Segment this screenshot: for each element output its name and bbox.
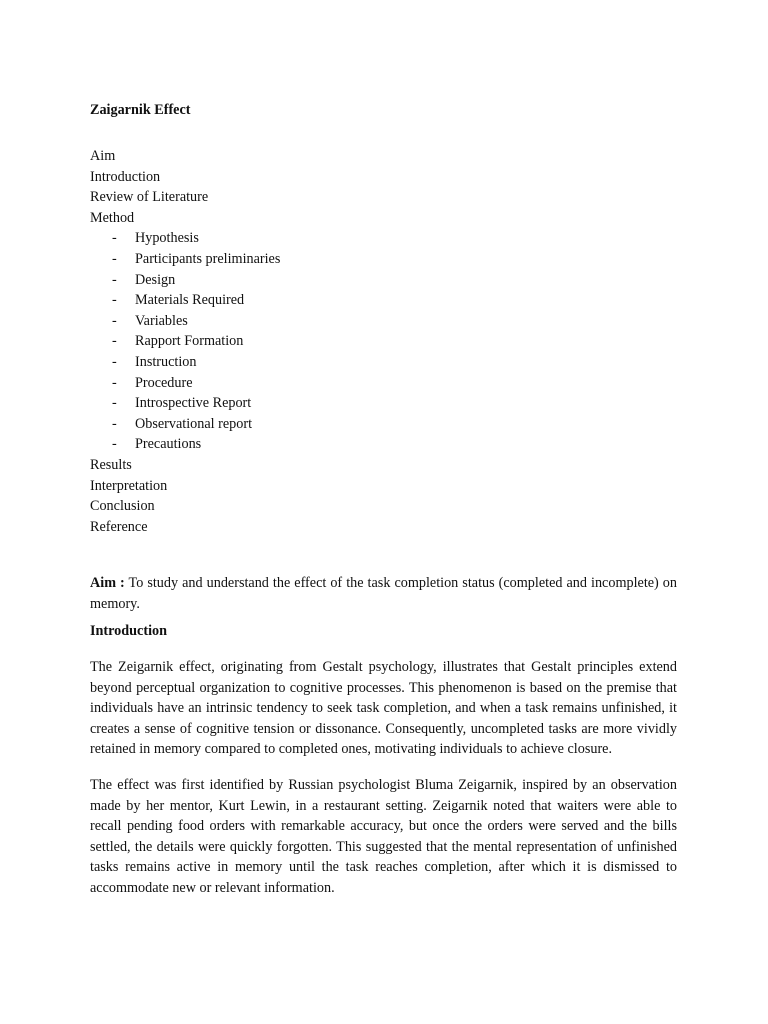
- toc-item-interpretation: Interpretation: [90, 477, 168, 494]
- toc-subitem-label: Materials Required: [135, 292, 245, 309]
- toc-subitem-label: Procedure: [135, 374, 193, 391]
- toc-subitem-label: Hypothesis: [135, 230, 199, 247]
- toc-subitem-materials-required: [90, 290, 677, 311]
- list-dash: -: [112, 374, 117, 391]
- introduction-paragraph-2: The effect was first identified by Russian psychologist Bluma Zeigarnik, inspired by an observation made by her mentor, Kurt Lewin, in a restaurant setting. Zeigarnik noted that waiters were able to recall pending food orders with remarkable accuracy, but once the orders were served and the bills settled, the details were quickly forgotten. This suggested that the mental representation of unfinished tasks remains active in memory until the task reaches completion, after which it is dismissed to accommodate new or relevant information.: [90, 777, 677, 896]
- toc-item-method: Method: [90, 209, 135, 226]
- document-content: [90, 99, 677, 899]
- toc-subitem-label: Rapport Formation: [135, 333, 244, 350]
- list-dash: -: [112, 353, 117, 370]
- list-dash: -: [112, 250, 117, 267]
- aim-label: Aim :: [90, 575, 125, 592]
- toc-subitem-participants-preliminaries: [90, 249, 677, 270]
- toc-subitem-label: Variables: [135, 312, 188, 329]
- aim-text: To study and understand the effect of the task completion status (completed and incomplete) on memory.: [90, 575, 677, 612]
- introduction-paragraph-1: The Zeigarnik effect, originating from Gestalt psychology, illustrates that Gestalt principles extend beyond perceptual organization to cognitive processes. This phenomenon is based on the premise that individuals have an intrinsic tendency to seek task completion, and when a task remains unfinished, it creates a sense of cognitive tension or dissonance. Consequently, uncompleted tasks are more vividly retained in memory compared to completed ones, motivating individuals to achieve closure.: [90, 659, 677, 758]
- introduction-heading: Introduction: [90, 623, 167, 640]
- toc-subitem-label: Design: [135, 271, 176, 288]
- list-dash: -: [112, 230, 117, 247]
- aim-paragraph: [90, 573, 677, 614]
- toc-subitem-label: Introspective Report: [135, 395, 252, 412]
- toc-subitem-label: Precautions: [135, 436, 202, 453]
- list-dash: -: [112, 333, 117, 350]
- toc-subitem-observational-report: [90, 414, 677, 435]
- toc-subitem-hypothesis: [90, 228, 677, 249]
- list-dash: -: [112, 395, 117, 412]
- list-dash: -: [112, 415, 117, 432]
- toc-item-reference: Reference: [90, 518, 148, 535]
- toc-item-aim: Aim: [90, 148, 116, 164]
- toc-subitem-label: Observational report: [135, 415, 253, 432]
- toc-subitem-procedure: [90, 373, 677, 394]
- toc-subitem-variables: [90, 311, 677, 332]
- toc-subitem-rapport-formation: [90, 331, 677, 352]
- list-dash: -: [112, 436, 117, 453]
- toc-subitem-label: Instruction: [135, 353, 197, 370]
- toc-subitem-design: [90, 270, 677, 291]
- toc-subitem-precautions: [90, 434, 677, 455]
- toc-subitem-label: Participants preliminaries: [135, 250, 281, 267]
- toc-item-results: Results: [90, 456, 132, 473]
- toc-subitem-instruction: [90, 352, 677, 373]
- toc-item-review-of-literature: Review of Literature: [90, 189, 209, 206]
- list-dash: -: [112, 312, 117, 329]
- list-dash: -: [112, 292, 117, 309]
- toc-item-introduction: Introduction: [90, 168, 161, 185]
- list-dash: -: [112, 271, 117, 288]
- document-title: Zaigarnik Effect: [90, 102, 191, 118]
- toc-item-conclusion: Conclusion: [90, 498, 155, 515]
- toc-subitem-introspective-report: [90, 393, 677, 414]
- table-of-contents: [90, 146, 677, 537]
